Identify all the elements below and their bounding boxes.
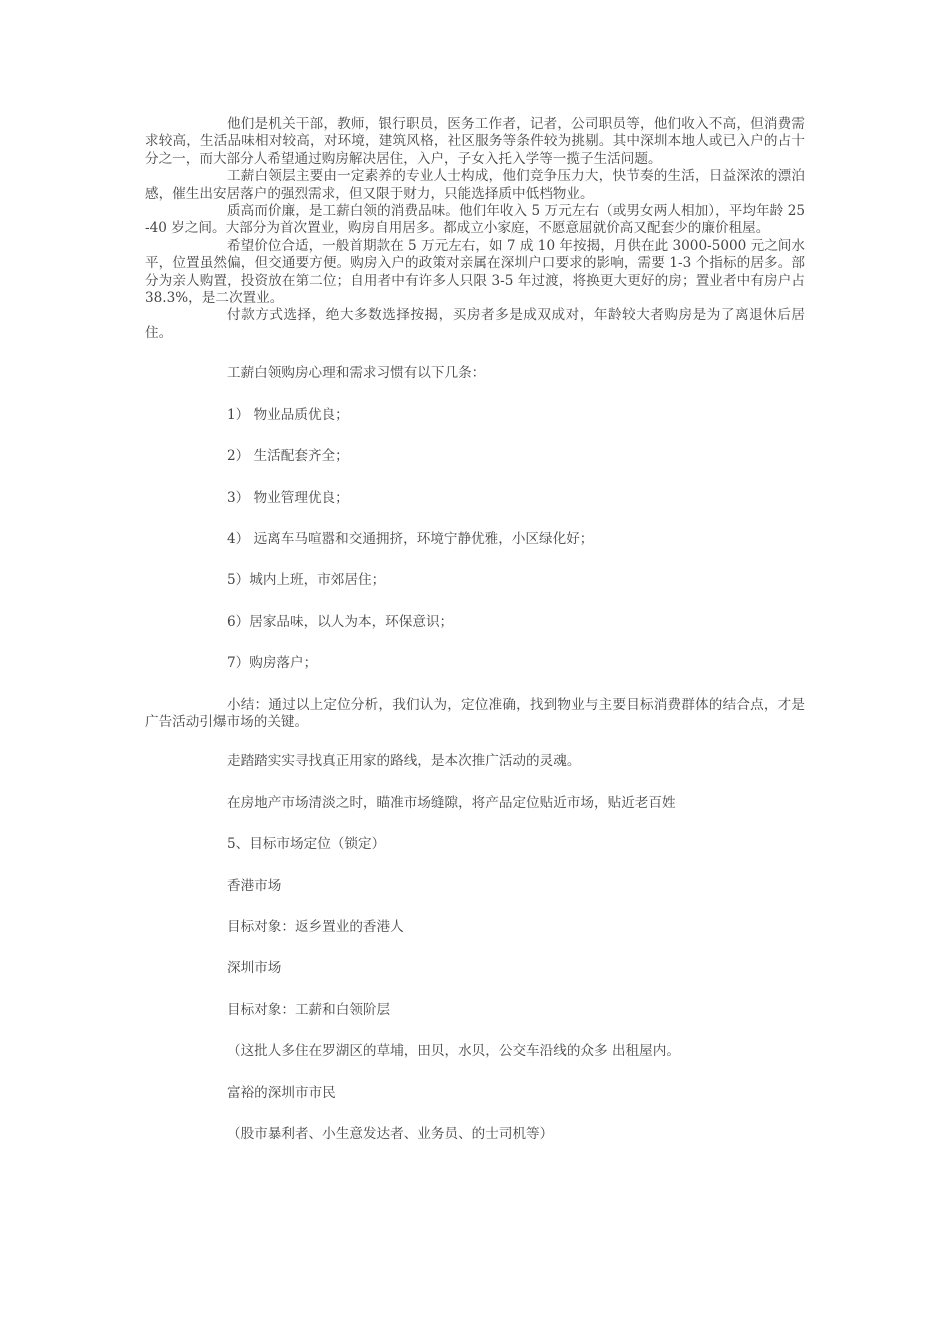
list-item: 7）购房落户； bbox=[227, 655, 318, 672]
list-item: 2） 生活配套齐全； bbox=[227, 448, 349, 465]
summary-paragraph: 小结：通过以上定位分析，我们认为，定位准确，找到物业与主要目标消费群体的结合点，才是广告活动引爆市场的关键。 bbox=[145, 696, 805, 730]
list-item: 5）城内上班，市郊居住； bbox=[227, 572, 386, 589]
text-line: （这批人多住在罗湖区的草埔，田贝，水贝，公交车沿线的众多 出租屋内。 bbox=[227, 1043, 680, 1060]
list-item: 1） 物业品质优良； bbox=[227, 406, 349, 423]
text-line: 走踏踏实实寻找真正用家的路线，是本次推广活动的灵魂。 bbox=[227, 753, 581, 770]
list-item: 6）居家品味，以人为本，环保意识； bbox=[227, 613, 454, 630]
text-line: 富裕的深圳市市民 bbox=[227, 1084, 336, 1101]
paragraph: 付款方式选择，绝大多数选择按揭，买房者多是成双成对，年龄较大者购房是为了离退休后居住。 bbox=[145, 307, 805, 341]
list-item: 4） 远离车马喧嚣和交通拥挤，环境宁静优雅，小区绿化好； bbox=[227, 530, 594, 547]
section-heading: 5、目标市场定位（锁定） bbox=[227, 836, 386, 853]
paragraph: 工薪白领层主要由一定素养的专业人士构成，他们竞争压力大，快节奏的生活，日益深浓的漂泊感，催生出安居落户的强烈需求，但又限于财力，只能选择质中低档物业。 bbox=[145, 168, 805, 202]
paragraph: 他们是机关干部，教师，银行职员，医务工作者，记者，公司职员等，他们收入不高，但消费需求较高，生活品味相对较高，对环境，建筑风格，社区服务等条件较为挑剔。其中深圳本地人或已入户的占十分之一，而大部分人希望通过购房解决居住，入户，子女入托入学等一揽子生活问题。 bbox=[145, 116, 805, 167]
document-page bbox=[145, 116, 805, 1143]
text-line: （股市暴利者、小生意发达者、业务员、的士司机等） bbox=[227, 1126, 554, 1142]
needs-intro: 工薪白领购房心理和需求习惯有以下几条： bbox=[227, 365, 486, 382]
paragraph: 希望价位合适，一般首期款在 5 万元左右，如 7 成 10 年按揭，月供在此 3000-5000 元之间水平，位置虽然偏，但交通要方便。购房入户的政策对亲属在深圳户口要求的影响，需要 1-3 个指标的居多。部分为亲人购置，投资放在第二位；自用者中有许多人只限 3-5 年过渡，将换更大更好的房；置业者中有房户占 38.3%，是二次置业。 bbox=[145, 237, 805, 307]
text-line: 香港市场 bbox=[227, 877, 282, 894]
list-item: 3） 物业管理优良； bbox=[227, 489, 349, 506]
paragraph: 质高而价廉，是工薪白领的消费品味。他们年收入 5 万元左右（或男女两人相加），平均年龄 25-40 岁之间。大部分为首次置业，购房自用居多。都成立小家庭，不愿意屈就价高又配套少的廉价租屋。 bbox=[145, 203, 805, 237]
text-line: 目标对象：工薪和白领阶层 bbox=[227, 1001, 391, 1018]
text-line: 目标对象：返乡置业的香港人 bbox=[227, 918, 404, 935]
text-line: 深圳市场 bbox=[227, 960, 282, 977]
text-line: 在房地产市场清淡之时，瞄准市场缝隙，将产品定位贴近市场，贴近老百姓 bbox=[227, 794, 676, 811]
